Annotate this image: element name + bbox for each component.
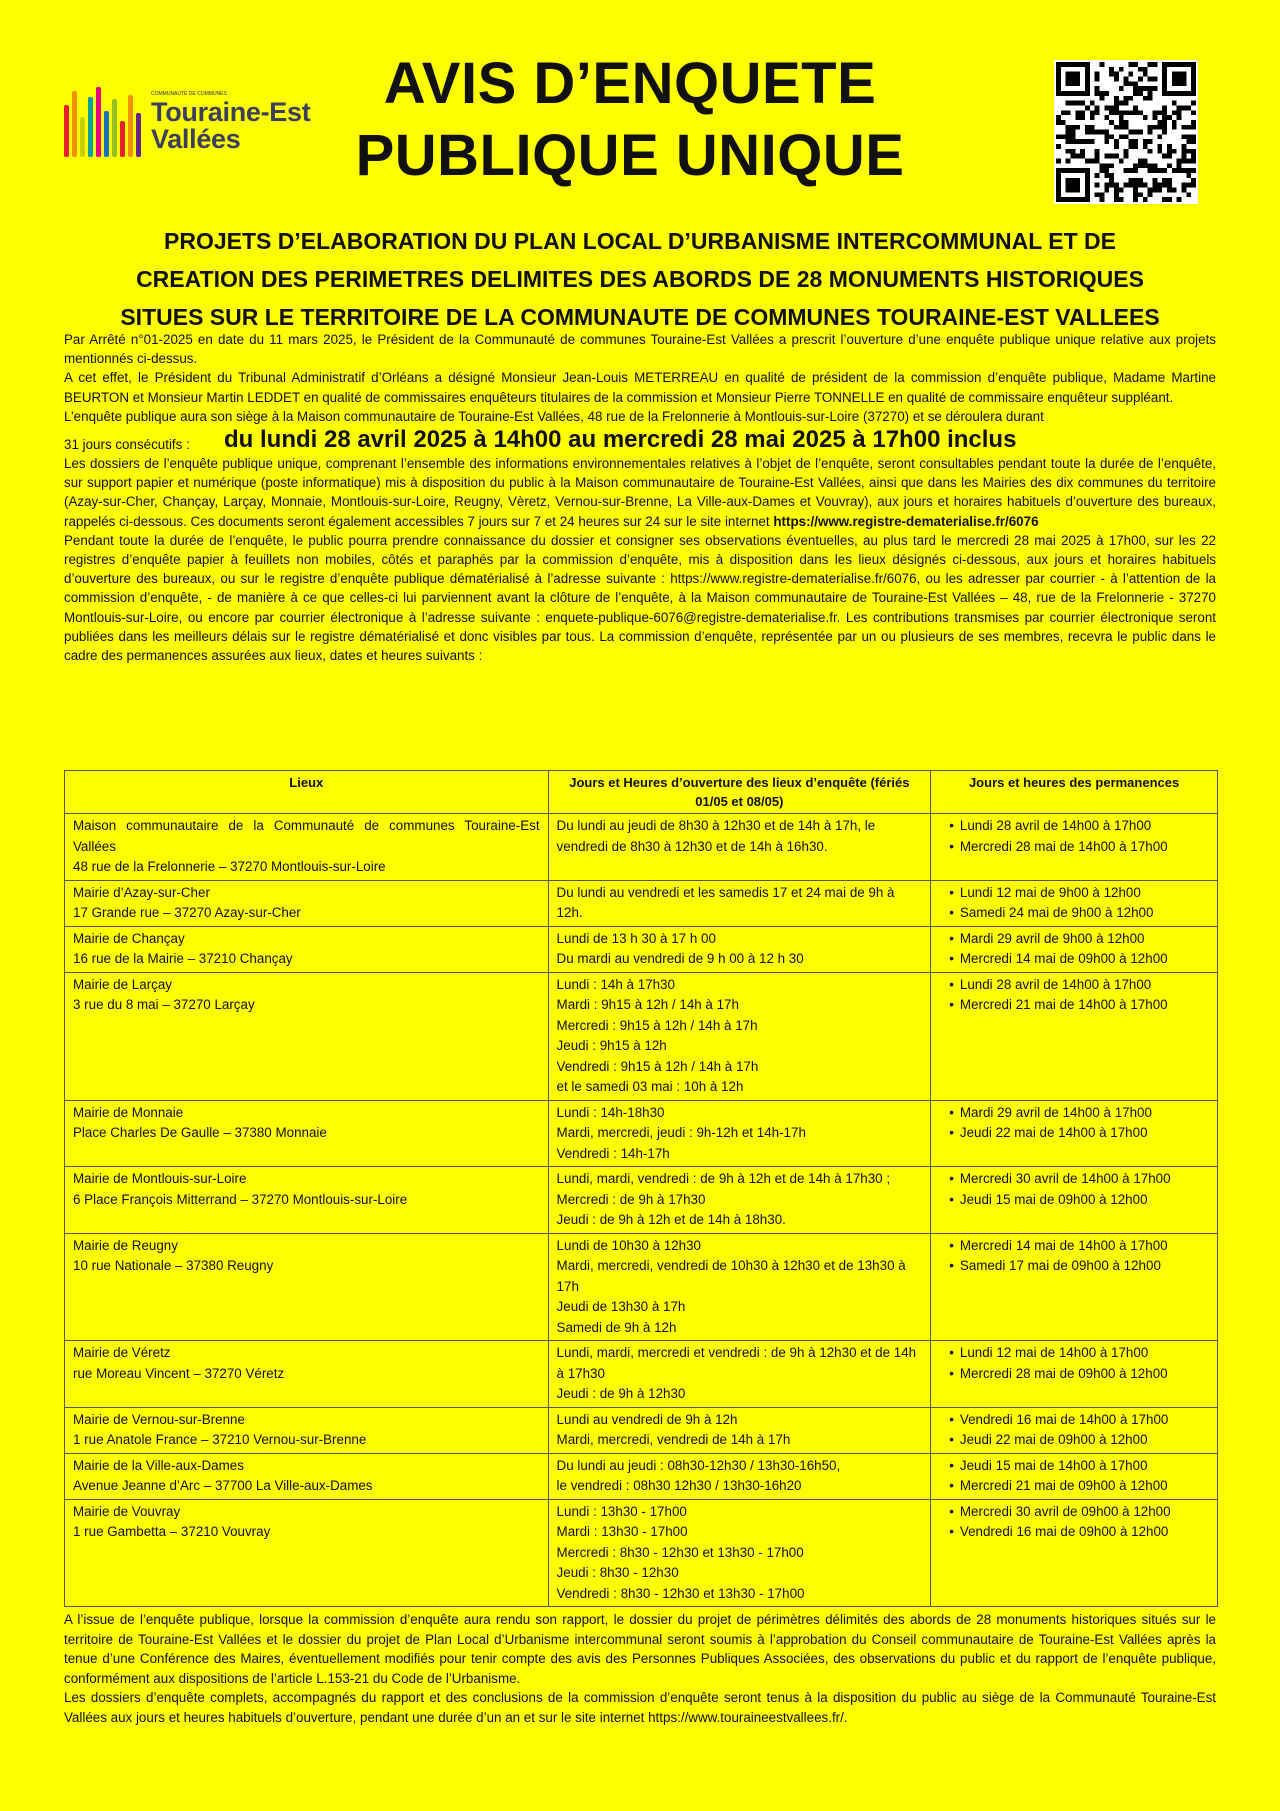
cell-lieu xyxy=(65,1499,549,1607)
qr-code-icon[interactable] xyxy=(1054,60,1198,204)
cell-horaires xyxy=(548,880,931,926)
permanence-item: • Mercredi 21 mai de 09h00 à 12h00 xyxy=(949,1476,1209,1497)
subtitle-line-1: PROJETS D’ELABORATION DU PLAN LOCAL D’URBANISME INTERCOMMUNAL ET DE xyxy=(164,228,1116,254)
horaires-line: Jeudi : 9h15 à 12h xyxy=(556,1038,667,1053)
horaires-line: Lundi au vendredi de 9h à 12h xyxy=(556,1411,738,1427)
permanence-item: • Mercredi 30 avril de 09h00 à 12h00 xyxy=(949,1502,1209,1523)
permanence-item: • Jeudi 22 mai de 14h00 à 17h00 xyxy=(949,1123,1209,1144)
permanence-item: • Mercredi 30 avril de 14h00 à 17h00 xyxy=(949,1169,1209,1190)
lieu-line: Mairie de Vernou-sur-Brenne xyxy=(73,1411,245,1427)
cell-permanences xyxy=(931,1407,1218,1453)
logo-bar xyxy=(136,113,141,157)
permanence-item: • Lundi 28 avril de 14h00 à 17h00 xyxy=(949,975,1209,996)
permanence-item: • Jeudi 15 mai de 14h00 à 17h00 xyxy=(949,1456,1209,1477)
cell-lieu xyxy=(65,1407,549,1453)
cell-horaires xyxy=(548,1453,931,1499)
cell-horaires xyxy=(548,1341,931,1408)
horaires-line: Jeudi : 8h30 - 12h30 xyxy=(556,1565,679,1580)
horaires-line: Du lundi au vendredi et les samedis 17 et 24 mai de 9h à 12h. xyxy=(556,884,895,920)
logo-bar xyxy=(120,121,125,157)
horaires-line: Lundi : 14h à 17h30 xyxy=(556,976,675,992)
horaires-line: Mercredi : de 9h à 17h30 xyxy=(556,1191,706,1207)
permanence-item: • Mercredi 21 mai de 14h00 à 17h00 xyxy=(949,995,1209,1016)
cell-permanences xyxy=(931,926,1218,972)
horaires-line: et le samedi 03 mai : 10h à 12h xyxy=(556,1079,744,1094)
horaires-line: Samedi de 9h à 12h xyxy=(556,1319,677,1335)
horaires-line: Lundi de 10h30 à 12h30 xyxy=(556,1237,702,1253)
horaires-line: le vendredi : 08h30 12h30 / 13h30-16h20 xyxy=(556,1478,802,1493)
permanence-item: • Mercredi 28 mai de 09h00 à 12h00 xyxy=(949,1364,1209,1385)
lieu-line: Mairie de Reugny xyxy=(73,1237,178,1253)
table-row xyxy=(65,1499,1218,1607)
permanences-list xyxy=(939,929,1209,970)
table-row xyxy=(65,880,1218,926)
lieu-line: 48 rue de la Frelonnerie – 37270 Montlouis-sur-Loire xyxy=(73,859,386,874)
logo-bar xyxy=(112,99,117,157)
cell-lieu xyxy=(65,1233,549,1341)
lieu-line: Maison communautaire de la Communauté de communes Touraine-Est Vallées xyxy=(73,818,540,854)
table-row xyxy=(65,926,1218,972)
cell-horaires xyxy=(548,1167,931,1234)
lieu-line: 6 Place François Mitterrand – 37270 Montlouis-sur-Loire xyxy=(73,1191,408,1207)
cell-horaires xyxy=(548,972,931,1100)
cell-horaires xyxy=(548,814,931,881)
table-header-row xyxy=(65,771,1218,814)
cell-horaires xyxy=(548,1407,931,1453)
table-row xyxy=(65,814,1218,881)
logo-bar xyxy=(72,91,77,157)
cell-lieu xyxy=(65,1167,549,1234)
lieu-line: Mairie de Véretz xyxy=(73,1345,171,1360)
permanences-list xyxy=(939,1103,1209,1144)
permanences-list xyxy=(939,816,1209,857)
cell-permanences xyxy=(931,880,1218,926)
qr-code-graphic xyxy=(1056,62,1196,202)
horaires-line: Vendredi : 8h30 - 12h30 et 13h30 - 17h00 xyxy=(556,1585,805,1601)
horaires-line: Vendredi : 14h-17h xyxy=(556,1145,670,1161)
header-lieux: Lieux xyxy=(65,771,549,814)
cell-lieu xyxy=(65,1453,549,1499)
horaires-line: Mardi : 13h30 - 17h00 xyxy=(556,1524,688,1539)
cell-permanences xyxy=(931,1341,1218,1408)
logo-bar xyxy=(128,95,133,157)
title-line-1: AVIS D’ENQUETE xyxy=(383,51,877,116)
horaires-line: Du lundi au jeudi : 08h30-12h30 / 13h30-16h50, xyxy=(556,1457,841,1473)
lieu-line: Mairie d’Azay-sur-Cher xyxy=(73,884,210,900)
table-body xyxy=(65,814,1218,1607)
logo-name-line1: Touraine-Est xyxy=(151,96,311,127)
cell-lieu xyxy=(65,1341,549,1408)
horaires-line: Mardi, mercredi, vendredi de 10h30 à 12h30 et de 13h30 à 17h xyxy=(556,1258,906,1294)
cell-lieu xyxy=(65,814,549,881)
horaires-line: Mercredi : 8h30 - 12h30 et 13h30 - 17h00 xyxy=(556,1544,804,1560)
lieu-line: Mairie de Montlouis-sur-Loire xyxy=(73,1171,247,1186)
body-paragraph-commission: A cet effet, le Président du Tribunal Administratif d’Orléans a désigné Monsieur Jean-Louis METERREAU en qualité de président de la commission d’enquête publique, Madame Martine BEURTON et Monsieur Martin LEDDET en qualité de commissaires enquêteurs titulaires de la commission et Monsieur Pierre TONNELLE en qualité de commissaire enquêteur suppléant. xyxy=(64,370,1216,405)
permanence-item: • Lundi 28 avril de 14h00 à 17h00 xyxy=(949,816,1209,837)
lieu-line: 10 rue Nationale – 37380 Reugny xyxy=(73,1258,274,1273)
notice-body xyxy=(64,330,1216,665)
horaires-line: Jeudi de 13h30 à 17h xyxy=(556,1299,686,1314)
permanence-item: • Mercredi 14 mai de 14h00 à 17h00 xyxy=(949,1236,1209,1257)
logo-bar xyxy=(80,117,85,157)
table-row xyxy=(65,1341,1218,1408)
logo xyxy=(64,84,314,160)
permanence-item: • Mercredi 28 mai de 14h00 à 17h00 xyxy=(949,837,1209,858)
body-paragraph-observations: Pendant toute la durée de l’enquête, le public pourra prendre connaissance du dossier et consigner ses observations éventuelles, au plus tard le mercredi 28 mai 2025 à 17h00, sur les 22 registres d’enquête papier à feuillets non mobiles, côtés et paraphés par la commission d’enquête, mis à disposition dans les lieux désignés ci-dessous, aux jours et horaires habituels d’ouverture des bureaux, ou sur le registre d’enquête publique dématérialisé à l’adresse suivante : https://www.registre-dematerialise.fr/6076, ou les adresser par courrier - à l’attention de la commission d’enquête, - de manière à ce que celles-ci lui parviennent avant la clôture de l’enquête, à la Maison communautaire de Touraine-Est Vallées – 48, rue de la Frelonnerie - 37270 Montlouis-sur-Loire, ou encore par courrier électronique à l’adresse suivante : enquete-publique-6076@registre-dematerialise.fr. Les contributions transmises par courrier électronique seront publiées dans les meilleurs délais sur le registre dématérialisé et donc visibles par tous. La commission d’enquête, représentée par un ou plusieurs de ses membres, recevra le public dans le cadre des permanences assurées aux lieux, dates et heures suivants : xyxy=(64,532,1216,664)
permanence-item: • Jeudi 22 mai de 09h00 à 12h00 xyxy=(949,1430,1209,1451)
logo-small-text: COMMUNAUTÉ DE COMMUNES xyxy=(151,90,227,97)
cell-lieu xyxy=(65,926,549,972)
cell-permanences xyxy=(931,1167,1218,1234)
title-line-2: PUBLIQUE UNIQUE xyxy=(355,122,905,188)
cell-permanences xyxy=(931,1100,1218,1167)
horaires-line: Lundi de 13 h 30 à 17 h 00 xyxy=(556,930,716,946)
dates-lead: 31 jours consécutifs : xyxy=(64,436,190,452)
permanence-item: • Mardi 29 avril de 14h00 à 17h00 xyxy=(949,1103,1209,1124)
cell-horaires xyxy=(548,1100,931,1167)
table-row xyxy=(65,1233,1218,1341)
horaires-line: Lundi : 13h30 - 17h00 xyxy=(556,1503,687,1519)
permanence-item: • Mercredi 14 mai de 09h00 à 12h00 xyxy=(949,949,1209,970)
lieu-line: 1 rue Anatole France – 37210 Vernou-sur-Brenne xyxy=(73,1432,367,1447)
cell-permanences xyxy=(931,1499,1218,1607)
lieu-line: Mairie de Vouvray xyxy=(73,1503,181,1519)
permanence-item: • Lundi 12 mai de 14h00 à 17h00 xyxy=(949,1343,1209,1364)
permanence-item: • Vendredi 16 mai de 14h00 à 17h00 xyxy=(949,1410,1209,1431)
horaires-line: Vendredi : 9h15 à 12h / 14h à 17h xyxy=(556,1058,759,1074)
header-horaires: Jours et Heures d’ouverture des lieux d’enquête (fériés 01/05 et 08/05) xyxy=(548,771,931,814)
lieu-line: Mairie de la Ville-aux-Dames xyxy=(73,1457,244,1473)
cell-horaires xyxy=(548,1499,931,1607)
horaires-line: Lundi, mardi, vendredi : de 9h à 12h et de 14h à 17h30 ; xyxy=(556,1171,891,1186)
horaires-line: Mercredi : 9h15 à 12h / 14h à 17h xyxy=(556,1017,758,1033)
cell-horaires xyxy=(548,1233,931,1341)
body-paragraph-siege: L’enquête publique aura son siège à la Maison communautaire de Touraine-Est Vallées, 48 rue de la Frelonnerie à Montlouis-sur-Loire (37270) et se déroulera durant xyxy=(64,408,1044,424)
lieu-line: Mairie de Larçay xyxy=(73,976,172,992)
dates-line xyxy=(64,426,1216,454)
horaires-line: Lundi : 14h-18h30 xyxy=(556,1104,665,1120)
lieu-line: 3 rue du 8 mai – 37270 Larçay xyxy=(73,997,255,1012)
permanence-item: • Samedi 17 mai de 09h00 à 12h00 xyxy=(949,1256,1209,1277)
cell-permanences xyxy=(931,1233,1218,1341)
horaires-line: Du mardi au vendredi de 9 h 00 à 12 h 30 xyxy=(556,951,804,966)
horaires-line: Mardi, mercredi, jeudi : 9h-12h et 14h-17h xyxy=(556,1125,806,1140)
notice-footer xyxy=(64,1610,1216,1728)
lieu-line: Mairie de Chançay xyxy=(73,930,185,946)
cell-permanences xyxy=(931,972,1218,1100)
horaires-line: Jeudi : de 9h à 12h30 xyxy=(556,1386,686,1401)
logo-bars-icon xyxy=(64,87,141,157)
footer-paragraph-dossiers: Les dossiers d’enquête complets, accompagnés du rapport et des conclusions de la commission d’enquête seront tenus à la disposition du public au siège de la Communauté Touraine-Est Vallées aux jours et heures habituels d’ouverture, pendant une durée d’un an et sur le site internet https://www.touraineestvallees.fr/. xyxy=(64,1690,1216,1725)
permanences-list xyxy=(939,1456,1209,1497)
horaires-line: Lundi, mardi, mercredi et vendredi : de 9h à 12h30 et de 14h à 17h30 xyxy=(556,1345,917,1381)
registre-link[interactable]: https://www.registre-dematerialise.fr/6076 xyxy=(773,513,1039,529)
logo-bar xyxy=(96,87,101,157)
logo-bar xyxy=(64,105,69,157)
permanences-list xyxy=(939,1502,1209,1543)
cell-permanences xyxy=(931,814,1218,881)
table-row xyxy=(65,1167,1218,1234)
permanences-list xyxy=(939,1343,1209,1384)
enquiry-dates: du lundi 28 avril 2025 à 14h00 au mercredi 28 mai 2025 à 17h00 inclus xyxy=(224,426,1017,454)
permanences-list xyxy=(939,975,1209,1016)
page-title xyxy=(300,48,960,192)
horaires-line: Mardi : 9h15 à 12h / 14h à 17h xyxy=(556,997,739,1012)
table-row xyxy=(65,1453,1218,1499)
lieu-line: Mairie de Monnaie xyxy=(73,1104,184,1120)
lieu-line: 1 rue Gambetta – 37210 Vouvray xyxy=(73,1524,271,1539)
subtitle xyxy=(64,222,1216,336)
table-row xyxy=(65,972,1218,1100)
permanence-item: • Jeudi 15 mai de 09h00 à 12h00 xyxy=(949,1190,1209,1211)
lieu-line: Place Charles De Gaulle – 37380 Monnaie xyxy=(73,1125,327,1140)
lieu-line: 16 rue de la Mairie – 37210 Chançay xyxy=(73,951,293,966)
body-paragraph-arrete: Par Arrêté n°01-2025 en date du 11 mars 2025, le Président de la Communauté de communes Touraine-Est Vallées a prescrit l’ouverture d’une enquête publique unique relative aux projets mentionnés ci-dessus. xyxy=(64,332,1216,367)
permanences-list xyxy=(939,1236,1209,1277)
cell-lieu xyxy=(65,972,549,1100)
cell-horaires xyxy=(548,926,931,972)
body-paragraph-dossiers xyxy=(64,454,1216,531)
header-permanences: Jours et heures des permanences xyxy=(931,771,1218,814)
permanence-item: • Lundi 12 mai de 9h00 à 12h00 xyxy=(949,883,1209,904)
permanences-list xyxy=(939,1169,1209,1210)
body-dossiers-text: Les dossiers de l’enquête publique unique, comprenant l’ensemble des informations environnementales relatives à l’objet de l’enquête, seront consultables pendant toute la durée de l’enquête, sur support papier et numérique (poste informatique) mis à disposition du public à la Maison communautaire de Touraine-Est Vallées, ainsi que dans les Mairies des dix communes du territoire (Azay-sur-Cher, Chançay, Larçay, Monnaie, Montlouis-sur-Loire, Reugny, Vèretz, Vernou-sur-Brenne, La Ville-aux-Dames et Vouvray), aux jours et horaires habituels d’ouverture des bureaux, rappelés ci-dessous. Ces documents seront également accessibles 7 jours sur 7 et 24 heures sur 24 sur le site internet xyxy=(64,456,1216,529)
permanences-table xyxy=(64,770,1218,1607)
lieu-line: rue Moreau Vincent – 37270 Véretz xyxy=(73,1365,285,1381)
permanences-list xyxy=(939,883,1209,924)
permanence-item: • Mardi 29 avril de 9h00 à 12h00 xyxy=(949,929,1209,950)
subtitle-line-3: SITUES SUR LE TERRITOIRE DE LA COMMUNAUTE DE COMMUNES TOURAINE-EST VALLEES xyxy=(120,304,1160,330)
permanences-list xyxy=(939,1410,1209,1451)
footer-paragraph-approbation: A l’issue de l’enquête publique, lorsque la commission d’enquête aura rendu son rapport, le dossier du projet de périmètres délimités des abords de 28 monuments historiques situés sur le territoire de Touraine-Est Vallées et le dossier du projet de Plan Local d’Urbanisme intercommunal seront soumis à l’approbation du Conseil communautaire de Touraine-Est Vallées après la tenue d’une Conférence des Maires, éventuellement modifiés pour tenir compte des avis des Personnes Publiques Associées, des observations du public et du rapport de l’enquête publique, conformément aux dispositions de l’article L.153-21 du Code de l’Urbanisme. xyxy=(64,1612,1216,1686)
logo-bar xyxy=(88,97,93,157)
lieu-line: Avenue Jeanne d’Arc – 37700 La Ville-aux-Dames xyxy=(73,1478,373,1493)
logo-bar xyxy=(104,111,109,157)
permanence-item: • Vendredi 16 mai de 09h00 à 12h00 xyxy=(949,1522,1209,1543)
permanence-item: • Samedi 24 mai de 9h00 à 12h00 xyxy=(949,903,1209,924)
table-row xyxy=(65,1407,1218,1453)
cell-lieu xyxy=(65,1100,549,1167)
cell-permanences xyxy=(931,1453,1218,1499)
horaires-line: Jeudi : de 9h à 12h et de 14h à 18h30. xyxy=(556,1212,786,1227)
subtitle-line-2: CREATION DES PERIMETRES DELIMITES DES ABORDS DE 28 MONUMENTS HISTORIQUES xyxy=(136,266,1144,292)
logo-name-line2: Vallées xyxy=(151,123,241,154)
horaires-line: Mardi, mercredi, vendredi de 14h à 17h xyxy=(556,1432,791,1447)
table-row xyxy=(65,1100,1218,1167)
horaires-line: Du lundi au jeudi de 8h30 à 12h30 et de 14h à 17h, le vendredi de 8h30 à 12h30 et de 14h à 16h30. xyxy=(556,818,876,854)
cell-lieu xyxy=(65,880,549,926)
lieu-line: 17 Grande rue – 37270 Azay-sur-Cher xyxy=(73,905,301,920)
